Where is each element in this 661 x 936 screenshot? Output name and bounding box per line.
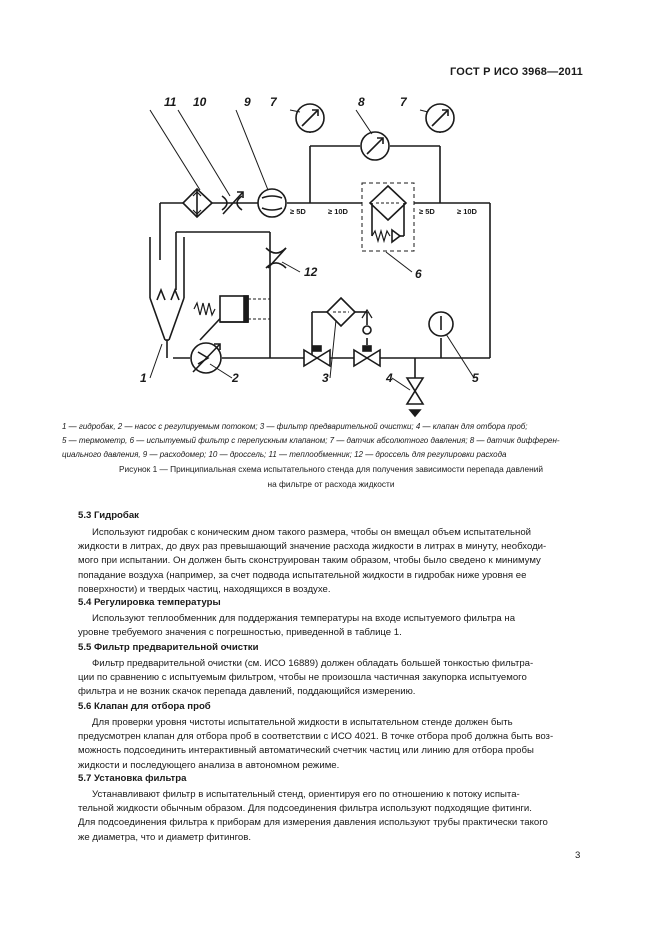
section-body-5-4 [78, 612, 585, 640]
figure-caption [70, 462, 592, 492]
label-7-right: 7 [400, 95, 407, 109]
section-body-5-3 [78, 526, 585, 597]
legend-line: циального давления, 9 — расходомер; 10 — дроссель; 11 — теплообменник; 12 — дроссель для регулировки расхода [62, 450, 507, 459]
label-11: 11 [164, 95, 177, 109]
section-body-5-7 [78, 788, 585, 845]
text-line: Используют гидробак с коническим дном такого размера, чтобы он вмещал объем испытательной [92, 527, 532, 538]
legend-line: 1 — гидробак, 2 — насос с регулируемым потоком; 3 — фильтр предварительной очистки; 4 — клапан для отбора проб; [62, 422, 528, 431]
label-9: 9 [244, 95, 251, 109]
text-line: поверхности) и твердых частиц, находящихся в воздухе. [78, 583, 331, 595]
section-body-5-5 [78, 657, 585, 700]
throttle-12-symbol [266, 248, 286, 268]
section-heading-5-3: 5.3 Гидробак [78, 510, 139, 521]
test-filter-symbol [362, 183, 414, 251]
label-1: 1 [140, 371, 147, 385]
standard-header: ГОСТ Р ИСО 3968—2011 [449, 66, 583, 78]
label-3: 3 [322, 371, 329, 385]
thermometer-symbol [429, 312, 453, 358]
valve-right [354, 346, 380, 366]
label-2: 2 [232, 371, 239, 385]
text-line: же диаметра, что и диаметр фитингов. [78, 831, 252, 843]
label-7-left: 7 [270, 95, 277, 109]
test-bench-schematic [0, 0, 661, 420]
page-number: 3 [575, 850, 581, 861]
text-line: жидкости в литрах, до двух раз превышающий значение расхода жидкости в литрах в минуту, необходи- [78, 541, 547, 553]
section-heading-5-4: 5.4 Регулировка температуры [78, 597, 221, 608]
label-8: 8 [358, 95, 365, 109]
prefilter-symbol [327, 298, 372, 334]
figure-legend [62, 420, 590, 462]
heat-exchanger-symbol [183, 189, 212, 217]
valve-left [304, 346, 330, 366]
label-6: 6 [415, 267, 422, 281]
spacing-label-2: ≥ 10D [328, 207, 348, 216]
section-heading-5-5: 5.5 Фильтр предварительной очистки [78, 642, 259, 653]
pressure-gauge-right [426, 104, 454, 132]
legend-line: 5 — термометр, 6 — испытуемый фильтр с перепускным клапаном; 7 — датчик абсолютного давления; 8 — датчик дифферен- [62, 436, 560, 445]
label-10: 10 [193, 95, 207, 109]
spacing-label-4: ≥ 10D [457, 207, 477, 216]
flowmeter-symbol [258, 189, 286, 217]
text-line: тельной жидкости обычным образом. Для подсоединения фильтра используют подходящие фитинги. [78, 803, 532, 815]
text-line: фильтра и не возник скачок перепада давлений, поддающийся измерению. [78, 686, 416, 698]
differential-gauge [361, 132, 389, 160]
reservoir-symbol [150, 237, 184, 358]
figure-caption-line: на фильтре от расхода жидкости [267, 479, 395, 489]
text-line: попадание воздуха (например, за счет подвода испытательной жидкости в гидробак ниже уровня ее [78, 569, 527, 581]
spacing-label-3: ≥ 5D [419, 207, 435, 216]
text-line: Для проверки уровня чистоты испытательной жидкости в испытательном стенде должен быть [92, 717, 513, 728]
text-line: Фильтр предварительной очистки (см. ИСО 16889) должен обладать большей тонкостью фильтра- [92, 658, 534, 669]
text-line: жидкости и последующего анализа в автономном режиме. [78, 759, 340, 771]
text-line: ции по сравнению с испытуемым фильтром, чтобы не произошла частичная закупорка испытуемого [78, 672, 527, 684]
text-line: Устанавливают фильтр в испытательный стенд, ориентируя его по отношению к потоку испыта- [92, 789, 520, 800]
text-line: мого при испытании. Он должен быть сконструирован таким образом, чтобы было сведено к минимуму [78, 555, 541, 567]
spacing-label-1: ≥ 5D [290, 207, 306, 216]
label-12: 12 [304, 265, 318, 279]
text-line: можность подсоединить интерактивный автоматический счетчик частиц или линию для отбора пробы [78, 745, 534, 757]
sampling-valve-symbol [407, 358, 423, 416]
section-body-5-6 [78, 716, 585, 773]
label-5: 5 [472, 371, 479, 385]
figure-caption-line: Рисунок 1 — Принципиальная схема испытательного стенда для получения зависимости перепада давлений [119, 464, 543, 474]
text-line: Для подсоединения фильтра к приборам для измерения давления используют трубы практически такого [78, 817, 548, 829]
section-heading-5-7: 5.7 Установка фильтра [78, 773, 187, 784]
label-4: 4 [386, 371, 393, 385]
text-line: уровне требуемого значения с погрешностью, приведенной в таблице 1. [78, 627, 402, 639]
pressure-gauge-left [296, 104, 324, 132]
text-line: Используют теплообменник для поддержания температуры на входе испытуемого фильтра на [92, 613, 516, 624]
section-heading-5-6: 5.6 Клапан для отбора проб [78, 701, 211, 712]
text-line: предусмотрен клапан для отбора проб в соответствии с ИСО 4021. В точке отбора проб должна быть воз- [78, 731, 554, 743]
